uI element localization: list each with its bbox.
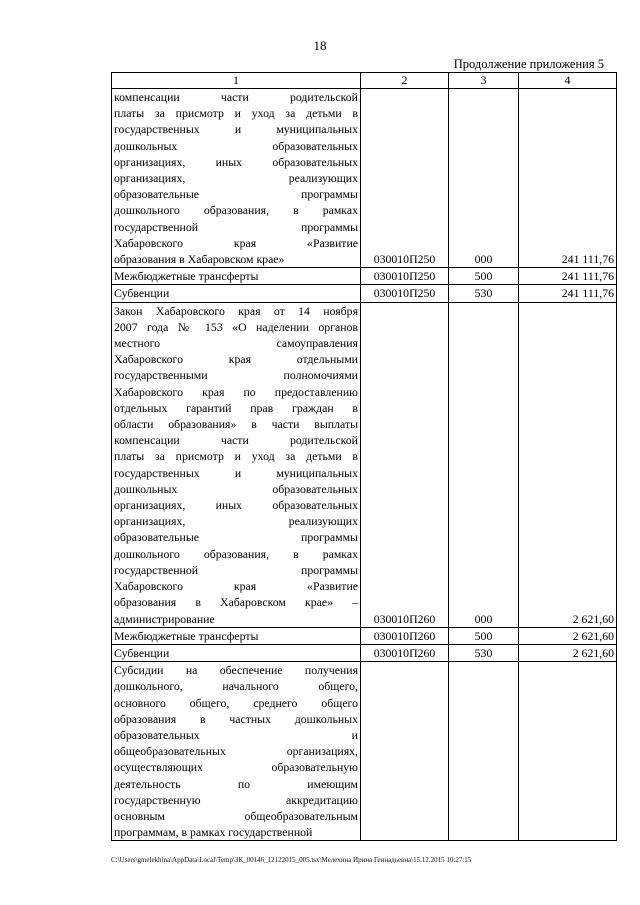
description-line: государственных и муниципальных xyxy=(114,465,358,480)
row-description xyxy=(112,627,361,644)
row-description xyxy=(112,285,361,302)
description-line: программам, в рамках государственной xyxy=(114,825,313,840)
target-code-cell: 030010П260 xyxy=(361,302,449,627)
column-header: 4 xyxy=(519,73,617,89)
description-line: организациях, иных образовательных xyxy=(114,154,358,169)
expense-type-cell: 000 xyxy=(449,89,519,268)
column-header: 2 xyxy=(361,73,449,89)
description-line: образования в Хабаровском крае» xyxy=(114,252,285,267)
description-line: общеобразовательных организациях, xyxy=(114,744,358,759)
row-description xyxy=(112,89,361,268)
description-line: осуществляющих образовательную xyxy=(114,760,358,775)
description-line: компенсации части родительской xyxy=(114,433,358,448)
description-line: основным общеобразовательным xyxy=(114,808,358,823)
table-row xyxy=(112,627,617,644)
description-line: образования в частных дошкольных xyxy=(114,711,358,726)
description-line: образовательные программы xyxy=(114,530,358,545)
description-line: Межбюджетные трансферты xyxy=(114,628,259,643)
description-line: дошкольных образовательных xyxy=(114,138,358,153)
description-line: дошкольных образовательных xyxy=(114,481,358,496)
table-header-row xyxy=(112,73,617,89)
amount-cell: 241 111,76 xyxy=(519,268,617,285)
description-line: платы за присмотр и уход за детьми в xyxy=(114,106,358,121)
description-line: Закон Хабаровского края от 14 ноября xyxy=(114,303,358,318)
target-code-cell: 030010П250 xyxy=(361,89,449,268)
description-line: образовательных и xyxy=(114,727,358,742)
description-line: администрирование xyxy=(114,611,215,626)
description-line: организациях, реализующих xyxy=(114,171,358,186)
table-row xyxy=(112,285,617,302)
expense-type-cell xyxy=(449,662,519,841)
description-line: Субсидии на обеспечение получения xyxy=(114,663,358,678)
target-code-cell: 030010П260 xyxy=(361,627,449,644)
row-description xyxy=(112,268,361,285)
amount-cell: 2 621,60 xyxy=(519,302,617,627)
description-line: организациях, иных образовательных xyxy=(114,498,358,513)
row-description xyxy=(112,302,361,627)
table-row xyxy=(112,662,617,841)
page-number: 18 xyxy=(313,38,327,53)
table-row xyxy=(112,268,617,285)
description-line: компенсации части родительской xyxy=(114,90,358,104)
description-line: Межбюджетные трансферты xyxy=(114,269,259,284)
description-line: 2007 года № 153 «О наделении органов xyxy=(114,319,358,334)
description-line: деятельность по имеющим xyxy=(114,776,358,791)
description-line: местного самоуправления xyxy=(114,336,358,351)
amount-cell: 241 111,76 xyxy=(519,89,617,268)
description-line: области образования» в части выплаты xyxy=(114,417,358,432)
row-description xyxy=(112,662,361,841)
description-line: Хабаровского края «Развитие xyxy=(114,235,358,250)
description-line: отдельных гарантий прав граждан в xyxy=(114,400,358,415)
continuation-note: Продолжение приложения 5 xyxy=(453,57,604,71)
table-row xyxy=(112,302,617,627)
table-row xyxy=(112,89,617,268)
description-line: государственной программы xyxy=(114,219,358,234)
description-line: платы за присмотр и уход за детьми в xyxy=(114,449,358,464)
column-header: 3 xyxy=(449,73,519,89)
target-code-cell: 030010П250 xyxy=(361,268,449,285)
amount-cell xyxy=(519,662,617,841)
expense-type-cell: 500 xyxy=(449,627,519,644)
description-line: образования в Хабаровском крае» – xyxy=(114,595,358,610)
amount-cell: 2 621,60 xyxy=(519,627,617,644)
description-line: образовательные программы xyxy=(114,187,358,202)
expense-type-cell: 530 xyxy=(449,644,519,661)
description-line: государственной программы xyxy=(114,562,358,577)
target-code-cell: 030010П260 xyxy=(361,644,449,661)
description-line: дошкольного образования, в рамках xyxy=(114,546,358,561)
appendix-table xyxy=(111,72,617,841)
description-line: государственную аккредитацию xyxy=(114,792,358,807)
target-code-cell: 030010П250 xyxy=(361,285,449,302)
target-code-cell xyxy=(361,662,449,841)
expense-type-cell: 530 xyxy=(449,285,519,302)
row-description xyxy=(112,644,361,661)
description-line: Хабаровского края «Развитие xyxy=(114,579,358,594)
expense-type-cell: 500 xyxy=(449,268,519,285)
table-row xyxy=(112,644,617,661)
description-line: основного общего, среднего общего xyxy=(114,695,358,710)
column-header: 1 xyxy=(112,73,361,89)
amount-cell: 241 111,76 xyxy=(519,285,617,302)
description-line: Хабаровского края по предоставлению xyxy=(114,384,358,399)
description-line: государственных и муниципальных xyxy=(114,122,358,137)
file-path-footer: C:\Users\gmelekhina\AppData\Local\Temp\ЗК_00146_12122015_005.tsx\Мелехина Ирина Геннадьевна\15.12.2015 10:27:15 xyxy=(111,856,472,864)
description-line: Хабаровского края отдельными xyxy=(114,352,358,367)
description-line: Субвенции xyxy=(114,645,170,660)
description-line: организациях, реализующих xyxy=(114,514,358,529)
description-line: государственными полномочиями xyxy=(114,368,358,383)
description-line: дошкольного, начального общего, xyxy=(114,679,358,694)
amount-cell: 2 621,60 xyxy=(519,644,617,661)
description-line: Субвенции xyxy=(114,286,170,301)
expense-type-cell: 000 xyxy=(449,302,519,627)
description-line: дошкольного образования, в рамках xyxy=(114,203,358,218)
